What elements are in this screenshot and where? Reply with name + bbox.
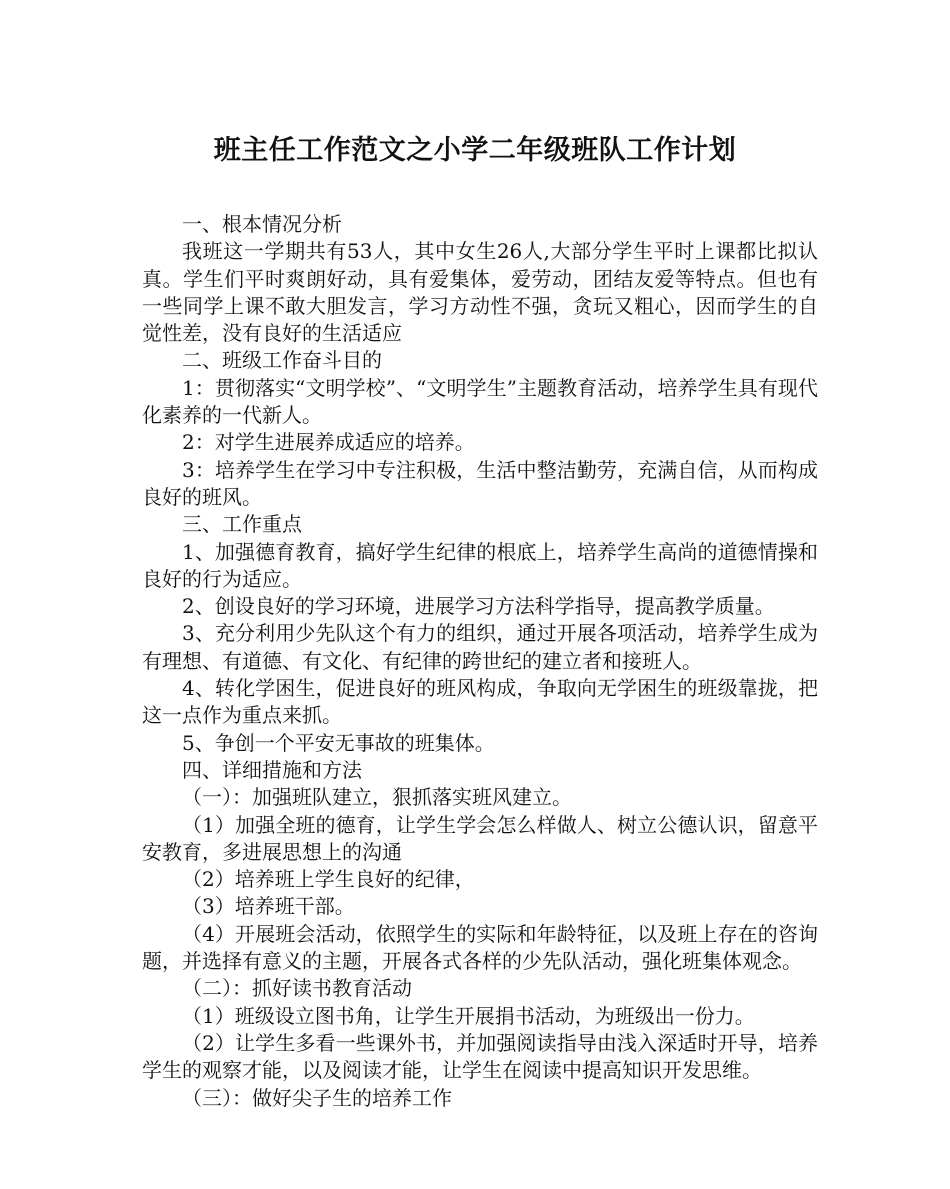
focus-item-4: 4、转化学困生，促进良好的班风构成，争取向无学困生的班级靠拢，把这一点作为重点来抓。	[142, 676, 818, 728]
subsection-heading-1: （一）：加强班队建立，狠抓落实班风建立。	[182, 785, 572, 810]
goal-item-3: 3：培养学生在学习中专注积极，生活中整洁勤劳，充满自信，从而构成良好的班风。	[142, 457, 818, 509]
measure-item-2-1: （1）班级设立图书角，让学生开展捐书活动，为班级出一份力。	[182, 1003, 755, 1028]
measure-item-1-4: （4）开展班会活动，依照学生的实际和年龄特征，以及班上存在的咨询题，并选择有意义的主题，开展各式各样的少先队活动，强化班集体观念。	[142, 921, 818, 974]
focus-item-5: 5、争创一个平安无事故的班集体。	[182, 730, 495, 755]
focus-item-3: 3、充分利用少先队这个有力的组织，通过开展各项活动，培养学生成为有理想、有道德、有文化、有纪律的跨世纪的建立者和接班人。	[142, 621, 818, 673]
goal-item-1: 1：贯彻落实“文明学校”、“文明学生”主题教育活动，培养学生具有现代化素养的一代新人。	[142, 375, 818, 428]
section-heading-goals: 二、班级工作奋斗目的	[182, 348, 382, 373]
section-heading-basic-situation: 一、根本情况分析	[182, 212, 342, 236]
goal-item-2: 2：对学生进展养成适应的培养。	[182, 430, 475, 455]
focus-item-1: 1、加强德育教育，搞好学生纪律的根底上，培养学生高尚的道德情操和良好的行为适应。	[142, 539, 818, 591]
document-body	[142, 211, 818, 1112]
subsection-heading-2: （二）：抓好读书教育活动	[182, 976, 412, 1001]
measure-item-1-2: （2）培养班上学生良好的纪律，	[182, 867, 475, 892]
measure-item-1-1: （1）加强全班的德育，让学生学会怎么样做人、树立公德认识，留意平安教育，多进展思想上的沟通	[142, 812, 818, 864]
document-title: 班主任工作范文之小学二年级班队工作计划	[213, 135, 737, 166]
measure-item-2-2: （2）让学生多看一些课外书，并加强阅读指导由浅入深适时开导，培养学生的观察才能，以及阅读才能，让学生在阅读中提高知识开发思维。	[142, 1030, 818, 1083]
section-heading-focus: 三、工作重点	[182, 512, 302, 537]
section-heading-measures: 四、详细措施和方法	[182, 757, 362, 782]
paragraph-class-situation: 我班这一学期共有53人，其中女生26人,大部分学生平时上课都比拟认真。学生们平时爽朗好动，具有爱集体，爱劳动，团结友爱等特点。但也有一些同学上课不敢大胆发言，学习方动性不强，贪玩又粗心，因而学生的自觉性差，没有良好的生活适应	[142, 239, 818, 346]
subsection-heading-3: （三）：做好尖子生的培养工作	[182, 1085, 452, 1110]
measure-item-1-3: （3）培养班干部。	[182, 894, 355, 919]
focus-item-2: 2、创设良好的学习环境，进展学习方法科学指导，提高教学质量。	[182, 594, 775, 619]
